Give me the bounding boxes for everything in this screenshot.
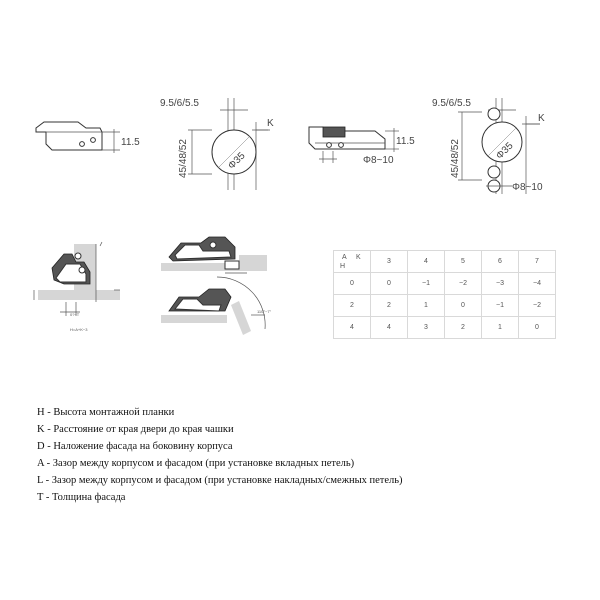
hinge-positions-drawing [155, 225, 280, 350]
cup-offset-label: 9.5/6/5.5 [160, 98, 199, 109]
table-cell: −4 [519, 273, 556, 295]
k-label-b: K [538, 113, 545, 124]
adjustment-table [333, 250, 556, 339]
corner-h-label: H [340, 263, 346, 270]
table-row [334, 295, 556, 317]
corner-a-label: A [342, 254, 347, 261]
legend-item-a: A - Зазор между корпусом и фасадом (при установке вкладных петель) [37, 458, 355, 469]
thickness-range-label: 0?~T [70, 312, 80, 317]
screw-diameter-label-b: Φ8~10 [512, 182, 543, 193]
table-cell: 4 [371, 317, 408, 339]
table-cell: −2 [519, 295, 556, 317]
table-row [334, 317, 556, 339]
table-header-row [334, 251, 556, 273]
row-header: 2 [334, 295, 371, 317]
mount-height-label: 45/48/52 [178, 139, 189, 178]
column-header: 3 [371, 251, 408, 273]
screw-plate-drawing [305, 115, 420, 180]
k-label: K [267, 118, 274, 129]
table-cell: −3 [482, 273, 519, 295]
column-header: 6 [482, 251, 519, 273]
plate-height-label: 11.5 [121, 137, 140, 148]
plate-height-label-b: 11.5 [396, 136, 415, 147]
legend-item-h: H - Высота монтажной планки [37, 407, 175, 418]
table-cell: 1 [482, 317, 519, 339]
cup-offset-label-b: 9.5/6/5.5 [432, 98, 471, 109]
table-cell: −2 [445, 273, 482, 295]
table-corner-cell [334, 251, 371, 273]
row-header: 0 [334, 273, 371, 295]
mount-height-label-b: 45/48/52 [450, 139, 461, 178]
table-cell: 0 [519, 317, 556, 339]
corner-k-label: K [356, 254, 361, 261]
mounting-plate-drawing [30, 110, 150, 170]
legend-item-t: T - Толщина фасада [37, 492, 126, 503]
table-cell: 0 [445, 295, 482, 317]
column-header: 4 [408, 251, 445, 273]
hinge-section-drawing [30, 232, 140, 342]
cup-screw-hole-drawing [432, 90, 567, 205]
cup-diameter-label-b: Φ35 [494, 140, 516, 162]
column-header: 5 [445, 251, 482, 273]
table-cell: 3 [408, 317, 445, 339]
screw-diameter-label: Φ8~10 [363, 155, 394, 166]
opening-angle-label: 110°~7° [257, 309, 272, 314]
legend-item-d: D - Наложение фасада на боковину корпуса [37, 441, 233, 452]
table-cell: −1 [482, 295, 519, 317]
table-cell: −1 [408, 273, 445, 295]
row-header: 4 [334, 317, 371, 339]
legend [37, 404, 403, 506]
hinge-formula-label: H=A+K−3 [70, 327, 88, 332]
table-cell: 0 [371, 273, 408, 295]
cup-diameter-label: Φ35 [226, 150, 248, 172]
legend-item-k: K - Расстояние от края двери до края чашки [37, 424, 234, 435]
table-cell: 2 [371, 295, 408, 317]
cup-hole-drawing [160, 90, 290, 200]
legend-item-l: L - Зазор между корпусом и фасадом (при установке накладных/смежных петель) [37, 475, 403, 486]
table-cell: 2 [445, 317, 482, 339]
table-cell: 1 [408, 295, 445, 317]
column-header: 7 [519, 251, 556, 273]
table-row [334, 273, 556, 295]
